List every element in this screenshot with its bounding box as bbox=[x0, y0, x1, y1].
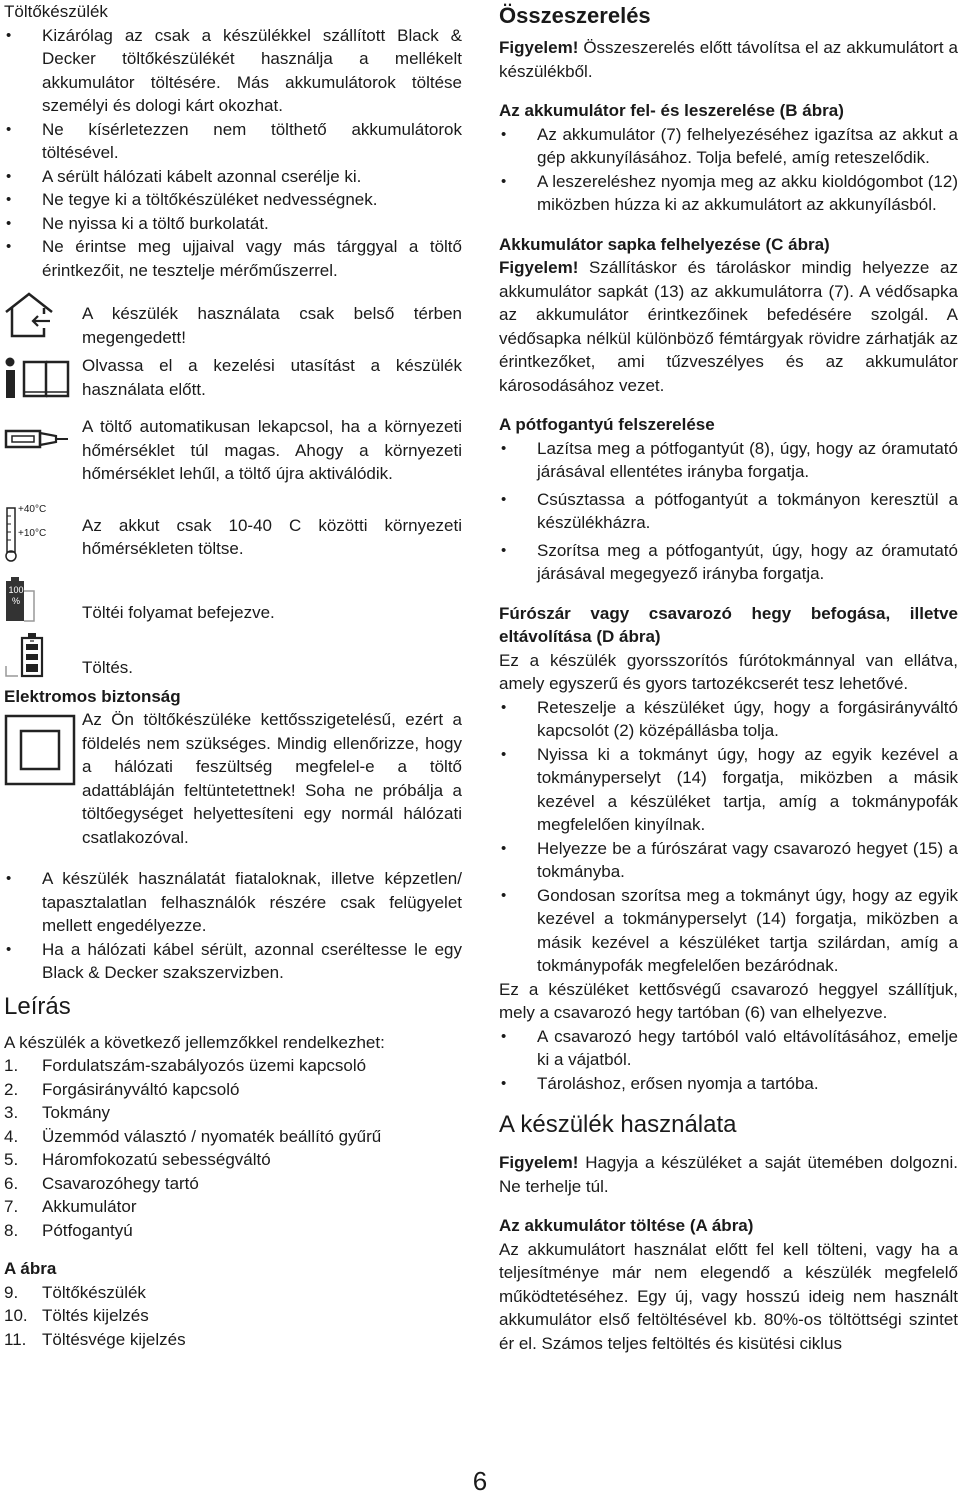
charger-bullets bbox=[4, 24, 462, 283]
electrical-title: Elektromos biztonság bbox=[4, 686, 181, 706]
list-item: • Szorítsa meg a pótfogantyút, úgy, hogy az óramutató járásával megegyező irányba forgatja. bbox=[499, 539, 958, 586]
list-item: • Ne érintse meg ujjaival vagy más tárggyal a töltő érintkezőit, ne tesztelje mérőműszerrel. bbox=[4, 235, 462, 282]
list-item bbox=[4, 1172, 462, 1196]
bit-title: Fúrószár vagy csavarozó hegy befogása, illetve eltávolítása (D ábra) bbox=[499, 603, 958, 646]
cap-paragraph bbox=[499, 256, 958, 397]
assembly-title: Összeszerelés bbox=[499, 3, 651, 28]
part-label: Töltés kijelzés bbox=[42, 1306, 149, 1325]
temp-low-label: +10°C bbox=[18, 527, 47, 539]
use-paragraph bbox=[499, 1151, 958, 1198]
list-item bbox=[4, 1125, 462, 1149]
list-item bbox=[4, 1219, 462, 1243]
list-item: • A sérült hálózati kábelt azonnal cserélje ki. bbox=[4, 165, 462, 189]
double-insulation-icon bbox=[4, 714, 76, 786]
part-number: 4. bbox=[4, 1126, 19, 1146]
list-item: • Nyissa ki a tokmányt úgy, hogy az egyik kezével a tokmányperselyt (14) forgatja, miközben a másik kezével a készüléket tartja, amíg a tokmánypofák megfelelően kinyílnak. bbox=[499, 743, 958, 837]
list-item: • Helyezze be a fúrószárat vagy csavarozó hegyet (15) a tokmányba. bbox=[499, 837, 958, 884]
list-item bbox=[4, 1054, 462, 1078]
list-item: • Reteszelje a készüléket úgy, hogy a forgásirányváltó kapcsolót (2) középállásba tolja. bbox=[499, 696, 958, 743]
part-number: 6. bbox=[4, 1173, 19, 1193]
charge-title: Az akkumulátor töltése (A ábra) bbox=[499, 1216, 754, 1235]
right-column bbox=[499, 0, 958, 1355]
charging-symbol-row bbox=[4, 656, 462, 680]
use-text: Hagyja a készüléket a saját ütemében dolgozni. Ne terhelje túl. bbox=[499, 1153, 958, 1196]
list-item: • Ne kísérletezzen nem tölthető akkumulátorok töltésével. bbox=[4, 118, 462, 165]
left-column bbox=[4, 0, 462, 1351]
assembly-warning-paragraph bbox=[499, 36, 958, 83]
electrical-text: Az Ön töltőkészüléke kettősszigetelésű, ezért a földelés nem szükséges. Mindig ellenőrizze, hogy a hálózati feszültség megfelel-e a töltő adattábláján feltüntetettnek! Soha ne próbálja a töltőegységet helyettesíteni egy normál hálózati csatlakozóval. bbox=[82, 710, 462, 847]
page-number: 6 bbox=[472, 1466, 488, 1496]
part-label: Pótfogantyú bbox=[42, 1220, 133, 1240]
list-item: • Gondosan szorítsa meg a tokmányt úgy, hogy az egyik kezével a tokmányperselyt (14) forgatja, miközben a másik kezével a készüléket tartja szilárdan, amíg a tokmánypofák megfelelően bezáródnak. bbox=[499, 884, 958, 978]
bit-holder-text: Ez a készüléket kettősvégű csavarozó heggyel szállítjuk, mely a csavarozó hegy tartóban (6) van elhelyezve. bbox=[499, 979, 958, 1022]
list-item bbox=[4, 1101, 462, 1125]
temp-cutoff-symbol-row bbox=[4, 415, 462, 486]
part-number: 11. bbox=[4, 1329, 27, 1349]
use-title: A készülék használata bbox=[499, 1111, 737, 1138]
part-number: 3. bbox=[4, 1103, 19, 1122]
list-item: • Kizárólag az csak a készülékkel szállított Black & Decker töltőkészülékét használja a mellékelt akkumulátor töltésére. Más akkumulátorok töltése személyi és dologi kárt okozhat. bbox=[4, 24, 462, 118]
part-label: Üzemmód választó / nyomaték beállító gyűrű bbox=[42, 1126, 382, 1146]
electrical-bullets bbox=[4, 867, 462, 985]
figure-a-title: A ábra bbox=[4, 1259, 57, 1278]
manual-symbol-row bbox=[4, 354, 462, 401]
list-item bbox=[4, 1195, 462, 1219]
part-number: 9. bbox=[4, 1282, 19, 1302]
list-item: • A készülék használatát fiataloknak, illetve képzetlen/ tapasztalatlan felhasználók részére csak felügyelet mellett engedélyezze. bbox=[4, 867, 462, 938]
bit-intro: Ez a készülék gyorsszorítós fúrótokmánnyal van ellátva, amely egyszerű és gyors tartozékcserét tesz lehetővé. bbox=[499, 650, 958, 693]
list-item: • A leszereléshez nyomja meg az akku kioldógombot (12) miközben húzza ki az akkumulátort az akkunyílásból. bbox=[499, 170, 958, 217]
list-item: • Lazítsa meg a pótfogantyút (8), úgy, hogy az óramutató járásával ellentétes irányba forgatja. bbox=[499, 437, 958, 484]
attention-label: Figyelem! bbox=[499, 258, 579, 277]
part-label: Akkumulátor bbox=[42, 1197, 137, 1216]
charge-complete-icon bbox=[4, 577, 40, 625]
list-item: • Az akkumulátor (7) felhelyezéséhez igazítsa az akkut a gép akkunyílásához. Tolja befelé, amíg reteszelődik. bbox=[499, 123, 958, 170]
charger-temperature-icon bbox=[4, 423, 70, 453]
indoor-symbol-row bbox=[4, 302, 462, 349]
description-title: Leírás bbox=[4, 992, 71, 1020]
charged-label: 100 % bbox=[8, 584, 24, 606]
manual-text: Olvassa el a kezelési utasítást a készülék használata előtt. bbox=[82, 356, 462, 399]
figure-a-parts-list bbox=[4, 1281, 462, 1352]
part-label: Töltőkészülék bbox=[42, 1282, 146, 1302]
assembly-warning-text: Összeszerelés előtt távolítsa el az akkumulátort a készülékből. bbox=[499, 38, 958, 81]
part-label: Fordulatszám-szabályozós üzemi kapcsoló bbox=[42, 1056, 367, 1075]
part-number: 10. bbox=[4, 1306, 28, 1325]
attention-label: Figyelem! bbox=[499, 1153, 579, 1172]
charge-text: Az akkumulátort használat előtt fel kell tölteni, vagy ha a teljesítménye már nem elegendő a készülék megfelelő működtetéséhez. Egy új, vagy hosszú ideig nem használt akkumulátor első feltöltésével kb. 80%-os töltöttségi szintet ér el. Számos teljes feltöltés és kisütési ciklus bbox=[499, 1239, 958, 1353]
part-label: Töltésvége kijelzés bbox=[42, 1329, 186, 1349]
charging-battery-icon bbox=[4, 630, 50, 678]
read-manual-icon bbox=[4, 356, 74, 402]
charged-symbol-row bbox=[4, 584, 462, 625]
thermometer-range-icon bbox=[4, 503, 74, 566]
part-number: 2. bbox=[4, 1079, 19, 1099]
temp-range-text: Az akkut csak 10-40 C közötti környezeti hőmérsékleten töltse. bbox=[82, 515, 462, 558]
list-item: • Csúsztassa a pótfogantyút a tokmányon keresztül a készülékházra. bbox=[499, 488, 958, 535]
cap-text: Szállításkor és tároláskor mindig helyezze az akkumulátor sapkát (13) az akkumulátorra (7). A védősapka az akkumulátor érintkezőinek befedésére szolgál. A védősapka nélkül különböző fémtárgyak rövidre zárhatják az érintkezőket, ami tűzveszélyes és az akkumulátor károsodásához vezet. bbox=[499, 258, 958, 395]
charged-text: Töltéi folyamat befejezve. bbox=[82, 602, 275, 622]
part-label: Csavarozóhegy tartó bbox=[42, 1173, 199, 1193]
part-label: Tokmány bbox=[42, 1103, 111, 1122]
list-item: • Ha a hálózati kábel sérült, azonnal cseréltesse le egy Black & Decker szakszervizben. bbox=[4, 938, 462, 985]
list-item: • Ne nyissa ki a töltő burkolatát. bbox=[4, 212, 462, 236]
part-label: Forgásirányváltó kapcsoló bbox=[42, 1079, 240, 1099]
part-number: 7. bbox=[4, 1197, 19, 1216]
list-item bbox=[4, 1148, 462, 1172]
temp-high-label: +40°C bbox=[18, 503, 47, 515]
bit-bullets bbox=[499, 696, 958, 978]
part-number: 5. bbox=[4, 1150, 19, 1169]
indoor-house-icon bbox=[4, 292, 54, 338]
battery-bullets bbox=[499, 123, 958, 217]
list-item: • A csavarozó hegy tartóból való eltávolításához, emelje ki a vájatból. bbox=[499, 1025, 958, 1072]
list-item: • Tároláshoz, erősen nyomja a tartóba. bbox=[499, 1072, 958, 1096]
temp-range-symbol-row bbox=[4, 503, 462, 561]
charging-text: Töltés. bbox=[82, 658, 134, 677]
thermometer-icon bbox=[4, 506, 18, 564]
list-item bbox=[4, 1304, 462, 1328]
parts-list bbox=[4, 1054, 462, 1242]
part-number: 8. bbox=[4, 1220, 19, 1240]
part-number: 1. bbox=[4, 1056, 19, 1075]
list-item bbox=[4, 1281, 462, 1305]
charger-title: Töltőkészülék bbox=[4, 2, 108, 21]
part-label: Háromfokozatú sebességváltó bbox=[42, 1150, 271, 1169]
handle-title: A pótfogantyú felszerelése bbox=[499, 415, 715, 434]
battery-title: Az akkumulátor fel- és leszerelése (B ábra) bbox=[499, 101, 844, 120]
indoor-text: A készülék használata csak belső térben megengedett! bbox=[82, 304, 462, 347]
cap-title: Akkumulátor sapka felhelyezése (C ábra) bbox=[499, 234, 830, 254]
list-item bbox=[4, 1078, 462, 1102]
handle-bullets bbox=[499, 437, 958, 586]
temp-cutoff-text: A töltő automatikusan lekapcsol, ha a környezeti hőmérséklet túl magas. Ahogy a környezeti hőmérséklet lehűl, a töltő újra aktiválódik. bbox=[82, 417, 462, 483]
list-item bbox=[4, 1328, 462, 1352]
attention-label: Figyelem! bbox=[499, 38, 579, 57]
bit-holder-bullets bbox=[499, 1025, 958, 1096]
list-item: • Ne tegye ki a töltőkészüléket nedvességnek. bbox=[4, 188, 462, 212]
description-intro: A készülék a következő jellemzőkkel rendelkezhet: bbox=[4, 1032, 385, 1052]
electrical-symbol-row bbox=[4, 708, 462, 849]
